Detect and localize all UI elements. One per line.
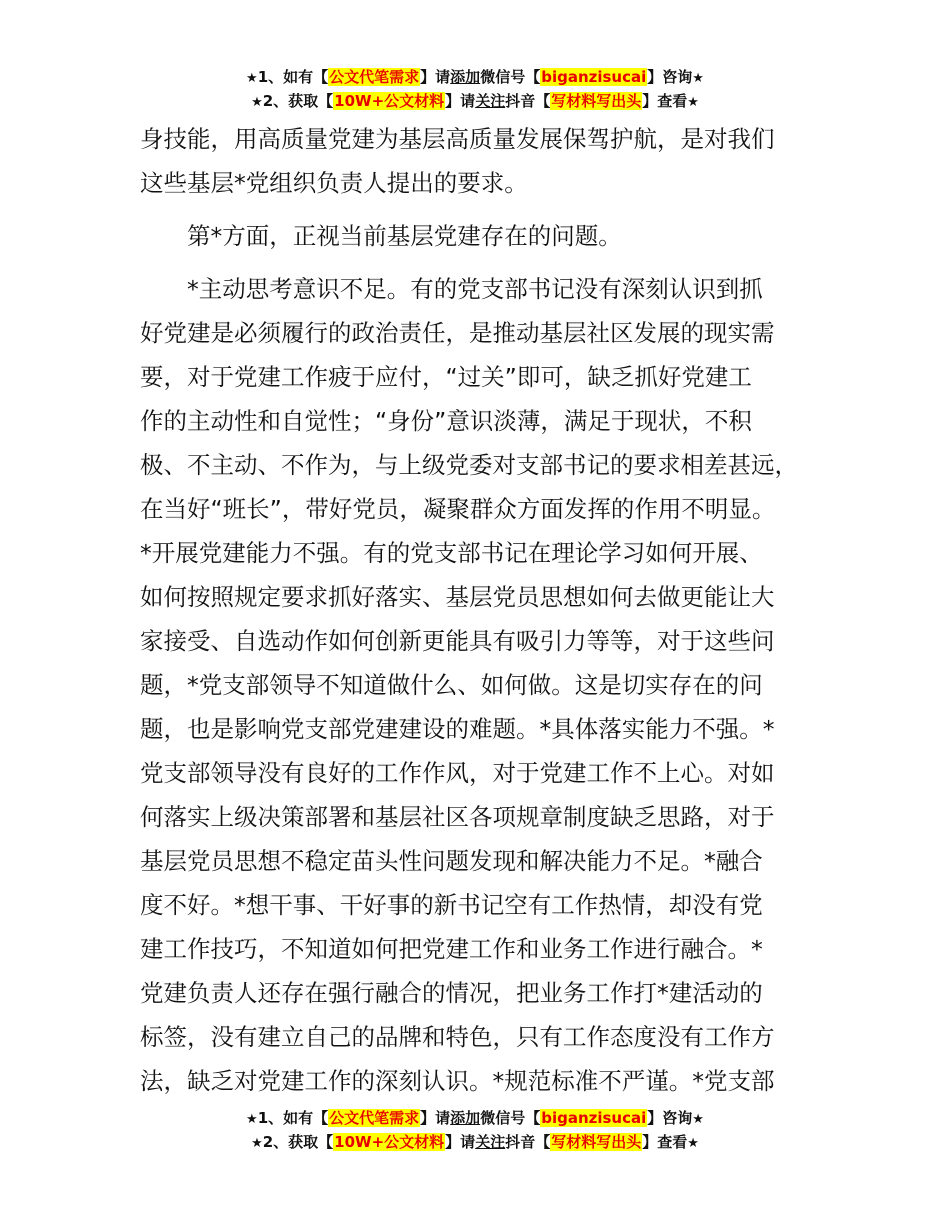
- text-line: *开展党建能力不强。有的党支部书记在理论学习如何开展、: [140, 539, 763, 567]
- highlight-materials: 10W+公文材料: [334, 92, 445, 110]
- text-line: 标签，没有建立自己的品牌和特色，只有工作态度没有工作方: [140, 1023, 775, 1051]
- paragraph-gap: [140, 205, 840, 214]
- banner-line-1: ★1、如有【公文代笔需求】请添加微信号【biganzisucai】咨询★: [246, 68, 704, 86]
- highlight-ghostwriting: 公文代笔需求: [329, 1109, 420, 1127]
- text-line: 要，对于党建工作疲于应付，“过关”即可，缺乏抓好党建工: [140, 363, 752, 391]
- header-banner: [0, 66, 950, 114]
- star-icon: ★: [687, 1136, 699, 1151]
- star-icon: ★: [251, 95, 263, 110]
- text-line: 好党建是必须履行的政治责任，是推动基层社区发展的现实需: [140, 319, 775, 347]
- text-line: 度不好。*想干事、干好事的新书记空有工作热情，却没有党: [140, 891, 763, 919]
- text-line: 如何按照规定要求抓好落实、基层党员思想如何去做更能让大: [140, 583, 775, 611]
- highlight-ghostwriting: 公文代笔需求: [329, 68, 420, 86]
- star-icon: ★: [692, 1112, 704, 1127]
- text-line: 身技能，用高质量党建为基层高质量发展保驾护航，是对我们: [140, 125, 775, 153]
- banner-line-1: ★1、如有【公文代笔需求】请添加微信号【biganzisucai】咨询★: [246, 1109, 704, 1127]
- paragraph-gap: [140, 258, 840, 267]
- text-line: 题，也是影响党支部党建建设的难题。*具体落实能力不强。*: [140, 715, 775, 743]
- star-icon: ★: [687, 95, 699, 110]
- text-line: 建工作技巧，不知道如何把党建工作和业务工作进行融合。*: [140, 935, 763, 963]
- text-line: 党建负责人还存在强行融合的情况，把业务工作打*建活动的: [140, 979, 763, 1007]
- highlight-wechat-id: biganzisucai: [541, 1109, 647, 1127]
- star-icon: ★: [251, 1136, 263, 1151]
- banner-line-2: ★2、获取【10W+公文材料】请关注抖音【写材料写出头】查看★: [251, 92, 699, 110]
- text-line: *主动思考意识不足。有的党支部书记没有深刻认识到抓: [140, 275, 763, 303]
- text-line: 极、不主动、不作为，与上级党委对支部书记的要求相差甚远，: [140, 451, 798, 479]
- text-line: 党支部领导没有良好的工作作风，对于党建工作不上心。对如: [140, 759, 775, 787]
- text-line: 家接受、自选动作如何创新更能具有吸引力等等，对于这些问: [140, 627, 775, 655]
- star-icon: ★: [692, 71, 704, 86]
- highlight-douyin-account: 写材料写出头: [551, 92, 642, 110]
- document-body: [140, 117, 840, 1103]
- star-icon: ★: [246, 1112, 258, 1127]
- text-line: 题，*党支部领导不知道做什么、如何做。这是切实存在的问: [140, 671, 763, 699]
- text-line: 基层党员思想不稳定苗头性问题发现和解决能力不足。*融合: [140, 847, 763, 875]
- star-icon: ★: [246, 71, 258, 86]
- banner-line-2: ★2、获取【10W+公文材料】请关注抖音【写材料写出头】查看★: [251, 1133, 699, 1151]
- text-line: 在当好“班长”，带好党员，凝聚群众方面发挥的作用不明显。: [140, 495, 776, 523]
- text-line: 何落实上级决策部署和基层社区各项规章制度缺乏思路，对于: [140, 803, 775, 831]
- highlight-materials: 10W+公文材料: [334, 1133, 445, 1151]
- text-line: 第*方面，正视当前基层党建存在的问题。: [140, 222, 622, 250]
- footer-banner: [0, 1107, 950, 1155]
- text-line: 这些基层*党组织负责人提出的要求。: [140, 169, 528, 197]
- text-line: 法，缺乏对党建工作的深刻认识。*规范标准不严谨。*党支部: [140, 1067, 775, 1095]
- highlight-wechat-id: biganzisucai: [541, 68, 647, 86]
- text-line: 作的主动性和自觉性；“身份”意识淡薄，满足于现状，不积: [140, 407, 752, 435]
- highlight-douyin-account: 写材料写出头: [551, 1133, 642, 1151]
